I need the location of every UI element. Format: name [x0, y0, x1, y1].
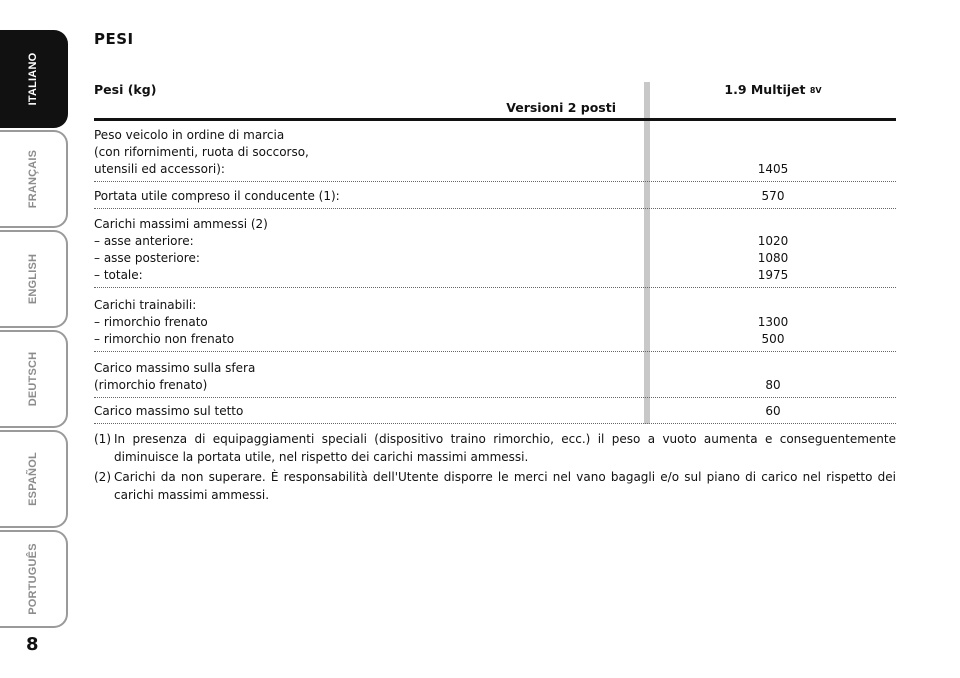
row-label: [94, 297, 634, 348]
row-value: [650, 314, 896, 348]
tab-label: ENGLISH: [27, 253, 39, 305]
row-label-line: – asse anteriore:: [94, 234, 194, 248]
row-label-line: Carico massimo sulla sfera: [94, 361, 256, 375]
row-label-line: – asse posteriore:: [94, 251, 200, 265]
header-model: [650, 82, 896, 97]
row-label-line: utensili ed accessori):: [94, 162, 225, 176]
footnote-number: (1): [94, 432, 111, 446]
footnote: [94, 468, 896, 504]
tab-francais[interactable]: [0, 130, 68, 228]
tab-italiano[interactable]: [0, 30, 68, 128]
tab-label: FRANÇAIS: [27, 149, 39, 209]
footnote-number: (2): [94, 470, 111, 484]
tab-portugues[interactable]: [0, 530, 68, 628]
row-value-line: 60: [765, 404, 781, 418]
row-label-line: (con rifornimenti, ruota di soccorso,: [94, 145, 309, 159]
page-title: PESI: [94, 30, 134, 48]
header-model-suffix: 8V: [809, 86, 822, 95]
row-value-line: 1405: [757, 162, 789, 176]
table-row: [94, 209, 896, 288]
row-label: [94, 127, 634, 178]
table-row: [94, 398, 896, 424]
row-label: [94, 360, 634, 394]
tab-label: ESPAÑOL: [27, 452, 39, 506]
row-value: [650, 188, 896, 205]
row-value: [650, 161, 896, 178]
tab-english[interactable]: [0, 230, 68, 328]
row-label-line: – rimorchio frenato: [94, 315, 208, 329]
footnote: [94, 430, 896, 466]
tab-deutsch[interactable]: [0, 330, 68, 428]
header-model-name: 1.9 Multijet: [724, 82, 806, 97]
row-label-line: Carico massimo sul tetto: [94, 404, 244, 418]
footnotes: [94, 430, 896, 506]
row-label: [94, 216, 634, 284]
row-value: [650, 233, 896, 284]
tab-espanol[interactable]: [0, 430, 68, 528]
table-row: [94, 122, 896, 182]
row-value-line: 80: [765, 378, 781, 392]
tab-label: PORTUGUÊS: [27, 543, 39, 615]
row-value-line: 1080: [757, 251, 789, 265]
row-label-line: Carichi massimi ammessi (2): [94, 217, 268, 231]
weights-table: [94, 82, 896, 424]
header-rule: [94, 118, 896, 121]
row-value-line: 1300: [757, 315, 789, 329]
row-value-line: 570: [761, 189, 785, 203]
tab-label: ITALIANO: [27, 52, 39, 106]
tab-label: DEUTSCH: [27, 351, 39, 407]
row-label-line: Carichi trainabili:: [94, 298, 197, 312]
row-label: [94, 403, 634, 420]
table-row: [94, 182, 896, 209]
row-value-line: 500: [761, 332, 785, 346]
table-row: [94, 352, 896, 398]
row-value: [650, 377, 896, 394]
row-label-line: – totale:: [94, 268, 143, 282]
table-row: [94, 288, 896, 352]
header-versions-label: Versioni 2 posti: [506, 100, 616, 115]
row-value-line: 1975: [757, 268, 789, 282]
footnote-text: Carichi da non superare. È responsabilità dell'Utente disporre le merci nel vano bagagli e/o sul piano di carico nel rispetto dei carichi massimi ammessi.: [114, 470, 896, 502]
header-weights-label: Pesi (kg): [94, 82, 157, 97]
row-value-line: 1020: [757, 234, 789, 248]
row-label-line: Peso veicolo in ordine di marcia: [94, 128, 285, 142]
row-label-line: Portata utile compreso il conducente (1):: [94, 189, 340, 203]
row-label: [94, 188, 634, 205]
page-number: 8: [26, 634, 39, 655]
row-label-line: (rimorchio frenato): [94, 378, 208, 392]
footnote-text: In presenza di equipaggiamenti speciali (dispositivo traino rimorchio, ecc.) il peso a vuoto aumenta e conseguentemente diminuisce la portata utile, nel rispetto dei carichi massimi ammessi.: [114, 432, 896, 464]
row-label-line: – rimorchio non frenato: [94, 332, 235, 346]
row-value: [650, 403, 896, 420]
